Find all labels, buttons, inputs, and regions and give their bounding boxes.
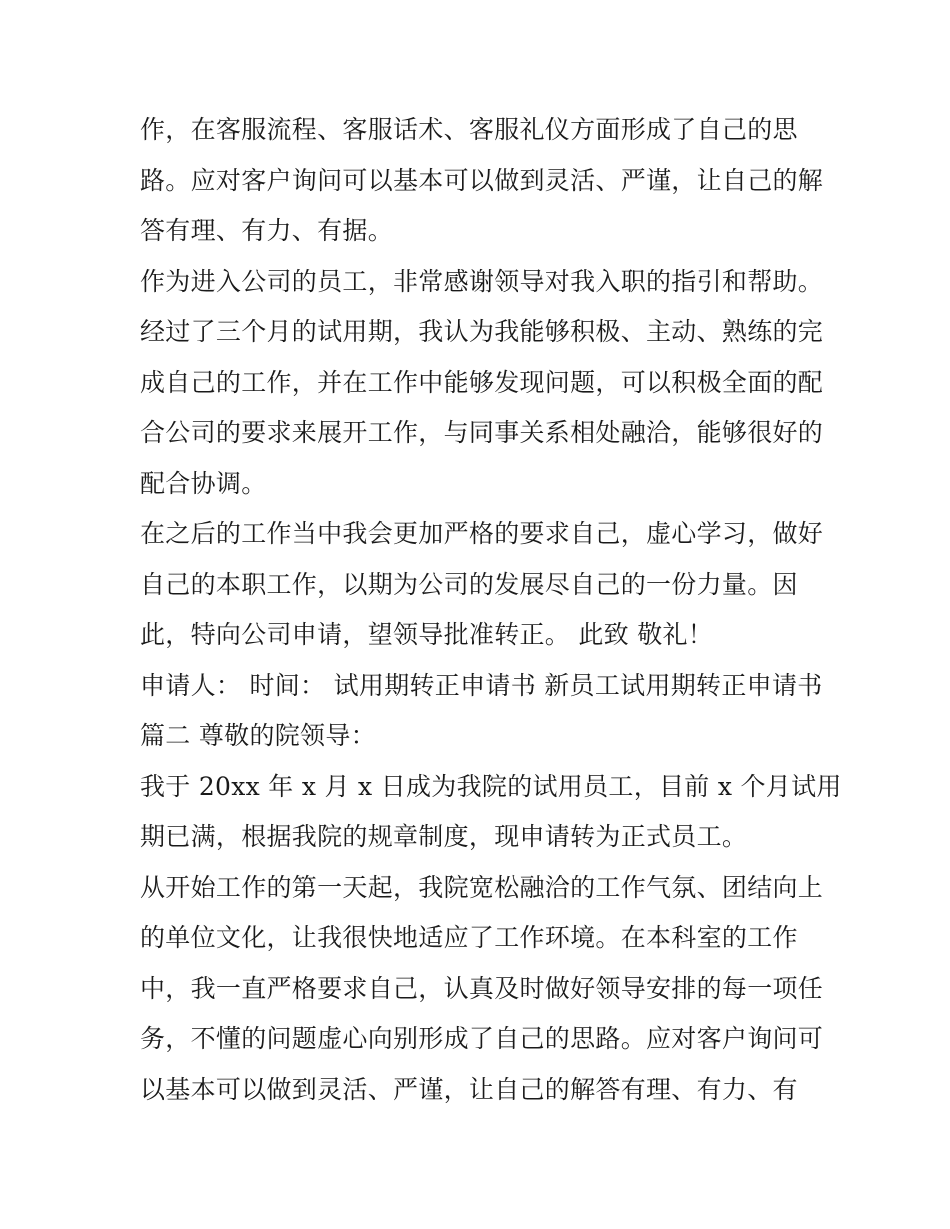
text-line: 篇二 尊敬的院领导：: [140, 721, 376, 750]
body-text: [140, 105, 842, 1115]
text-line: 从开始工作的第一天起，我院宽松融洽的工作气氛、团结向上: [140, 872, 824, 902]
text-line: 务，不懂的问题虚心向别形成了自己的思路。应对客户询问可: [140, 1024, 824, 1053]
text-line: 路。应对客户询问可以基本可以做到灵活、严谨，让自己的解: [140, 165, 824, 195]
text-line: 配合协调。: [140, 468, 267, 498]
text-line: 中，我一直严格要求自己，认真及时做好领导安排的每一项任: [140, 973, 824, 1003]
text-line: 的单位文化，让我很快地适应了工作环境。在本科室的工作: [140, 923, 798, 952]
text-line: 期已满，根据我院的规章制度，现申请转为正式员工。: [140, 822, 748, 851]
text-line: 成自己的工作，并在工作中能够发现问题，可以积极全面的配: [140, 367, 824, 397]
text-line: 以基本可以做到灵活、严谨，让自己的解答有理、有力、有: [140, 1074, 798, 1104]
text-line: 此，特向公司申请，望领导批准转正。 此致 敬礼！: [140, 620, 714, 649]
text-line: 自己的本职工作，以期为公司的发展尽自己的一份力量。因: [140, 569, 798, 599]
text-line: 合公司的要求来展开工作，与同事关系相处融洽，能够很好的: [140, 418, 824, 447]
text-line: 作为进入公司的员工，非常感谢领导对我入职的指引和帮助。: [140, 266, 824, 296]
text-line: 在之后的工作当中我会更加严格的要求自己，虚心学习，做好: [140, 519, 824, 548]
text-line: 申请人： 时间： 试用期转正申请书 新员工试用期转正申请书: [140, 670, 823, 700]
text-line: 我于 20xx 年 x 月 x 日成为我院的试用员工，目前 x 个月试用: [140, 771, 842, 801]
text-line: 作，在客服流程、客服话术、客服礼仪方面形成了自己的思: [140, 115, 798, 144]
text-line: 经过了三个月的试用期，我认为我能够积极、主动、熟练的完: [140, 317, 824, 346]
text-line: 答有理、有力、有据。: [140, 216, 394, 245]
